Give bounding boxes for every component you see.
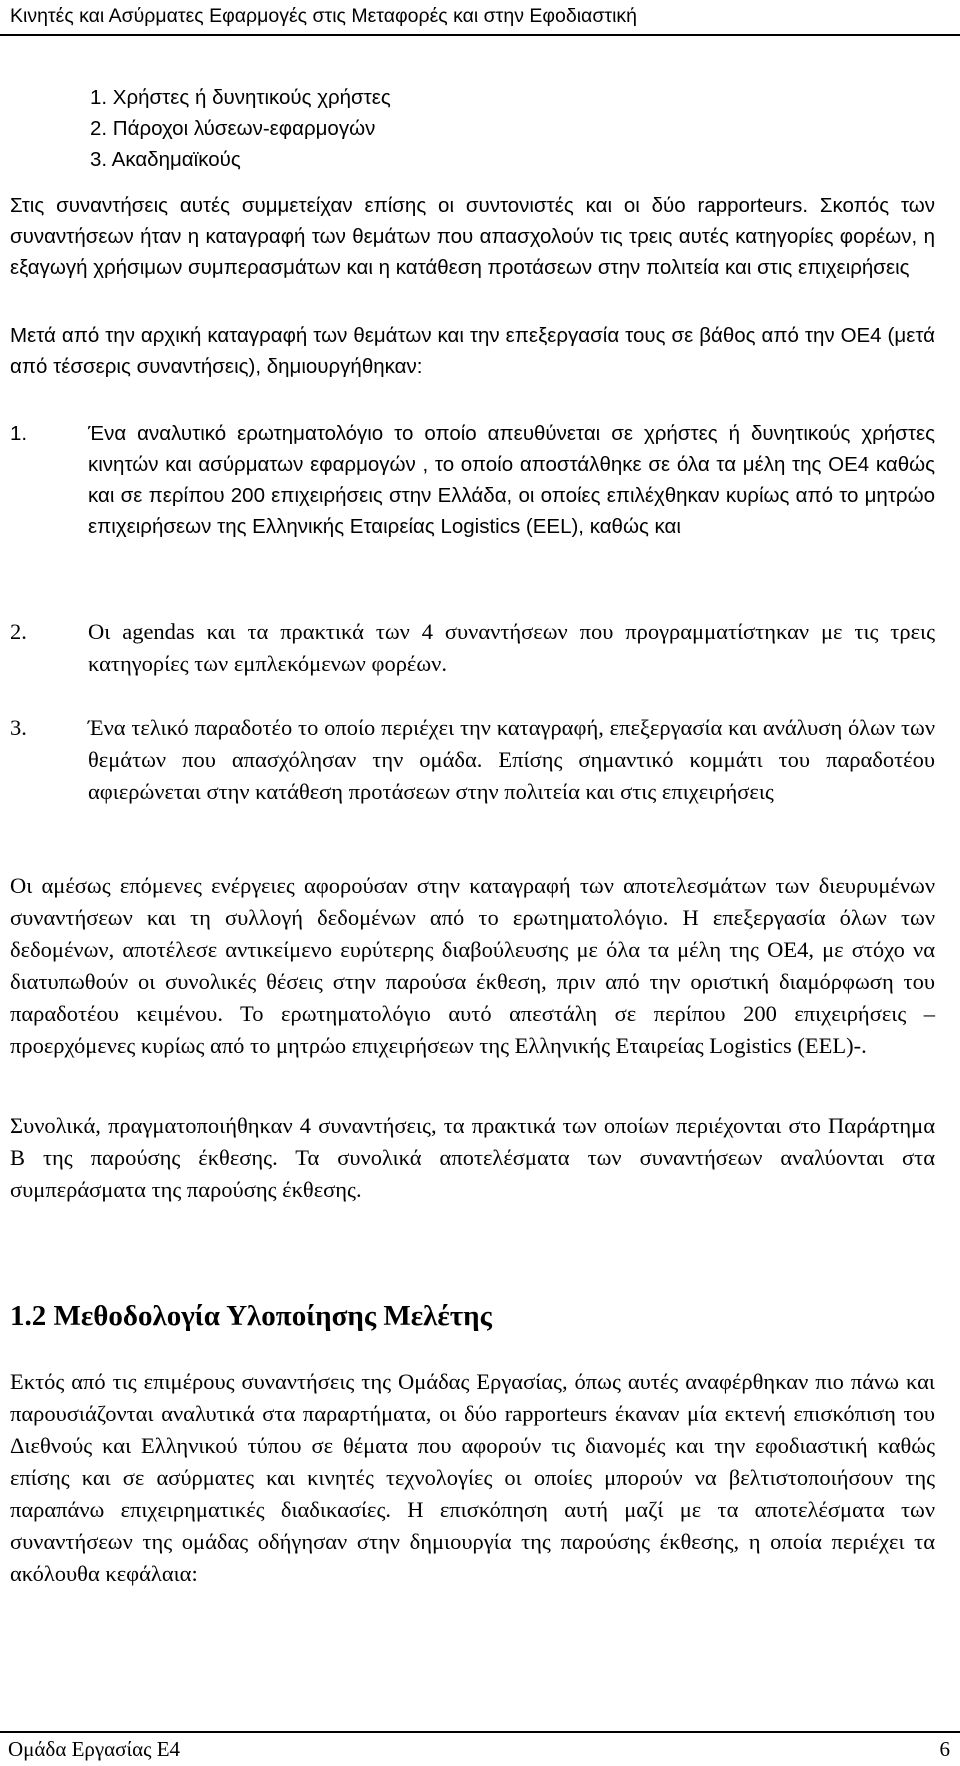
paragraph-methodology: Εκτός από τις επιμέρους συναντήσεις της Ομάδας Εργασίας, όπως αυτές αναφέρθηκαν πιο πάνω και παρουσιάζονται αναλυτικά στα παραρτήματα, οι δύο rapporteurs έκαναν μία εκτενή επισκόπιση του Διεθνούς και Ελληνικού τύπου σε θέματα που αφορούν τις διανομές και την εφοδιαστική καθώς επίσης και σε ασύρματες και κινητές τεχνολογίες οι οποίες μπορούν να βελτιστοποιήσουν της παραπάνω επιχειρηματικές διαδικασίες. Η επισκόπηση αυτή μαζί με τα αποτελέσματα των συναντήσεων της ομάδας οδήγησαν στην δημιουργία της παρούσης έκθεσης, η οποία περιέχει τα ακόλουθα κεφάλαια: [10,1369,935,1586]
participant-categories-list [90,82,391,175]
paragraph-meetings-purpose: Στις συναντήσεις αυτές συμμετείχαν επίσης οι συντονιστές και οι δύο rapporteurs. Σκοπός των συναντήσεων ήταν η καταγραφή των θεμάτων που απασχολούν τις τρεις αυτές κατηγορίες φορέων, η εξαγωγή χρήσιμων συμπερασμάτων και η κατάθεση προτάσεων στην πολιτεία και στις επιχειρήσεις [10,194,935,279]
list-item: 2. Πάροχοι λύσεων-εφαρμογών [90,117,376,140]
output-item-2 [10,616,935,680]
running-header: Κινητές και Ασύρματες Εφαρμογές στις Μεταφορές και στην Εφοδιαστική [10,5,637,27]
item-text: Ένα τελικό παραδοτέο το οποίο περιέχει την καταγραφή, επεξεργασία και ανάλυση όλων των θεμάτων που απασχόλησαν την ομάδα. Επίσης σημαντικό κομμάτι του παραδοτέου αφιερώνεται στην κατάθεση προτάσεων στην πολιτεία και στις επιχειρήσεις [88,715,935,804]
output-item-1 [10,418,935,542]
item-text: Ένα αναλυτικό ερωτηματολόγιο το οποίο απευθύνεται σε χρήστες ή δυνητικούς χρήστες κινητών και ασύρματων εφαρμογών , το οποίο αποστάλθηκε σε όλα τα μέλη της ΟΕ4 καθώς και σε περίπου 200 επιχειρήσεις στην Ελλάδα, οι οποίες επιλέχθηκαν κυρίως από το μητρώο επιχειρήσεων της Ελληνικής Εταιρείας Logistics (EEL), καθώς και [88,422,935,538]
item-number: 3. [10,715,27,740]
list-item: 3. Ακαδημαϊκούς [90,148,241,171]
paragraph-next-actions: Οι αμέσως επόμενες ενέργειες αφορούσαν στην καταγραφή των αποτελεσμάτων των διευρυμένων συναντήσεων και τη συλλογή δεδομένων από το ερωτηματολόγιο. Η επεξεργασία όλων των δεδομένων, αποτέλεσε αντικείμενο ευρύτερης διαβούλευσης με όλα τα μέλη της ΟΕ4, με στόχο να διατυπωθούν οι συνολικές θέσεις στην παρούσα έκθεση, πριν από την οριστική διαμόρφωση του παραδοτέου κειμένου. Το ερωτηματολόγιο αυτό απεστάλη σε περίπου 200 επιχειρήσεις – προερχόμενες κυρίως από το μητρώο επιχειρήσεων της Ελληνικής Εταιρείας Logistics (EEL)-. [10,873,935,1058]
paragraph-outputs-intro: Μετά από την αρχική καταγραφή των θεμάτων και την επεξεργασία τους σε βάθος από την ΟΕ4 (μετά από τέσσερις συναντήσεις), δημιουργήθηκαν: [10,324,935,378]
section-heading: 1.2 Μεθοδολογία Υλοποίησης Μελέτης [10,1300,492,1332]
footer-rule [0,1731,960,1733]
page-footer [0,1736,950,1764]
item-number: 2. [10,619,27,644]
page-number: 6 [939,1737,950,1761]
output-item-3 [10,712,935,808]
list-item: 1. Χρήστες ή δυνητικούς χρήστες [90,86,391,109]
item-text: Οι agendas και τα πρακτικά των 4 συναντήσεων που προγραμματίστηκαν με τις τρεις κατηγορίες των εμπλεκόμενων φορέων. [88,619,935,676]
paragraph-summary: Συνολικά, πραγματοποιήθηκαν 4 συναντήσεις, τα πρακτικά των οποίων περιέχονται στο Παράρτημα Β της παρούσης έκθεσης. Τα συνολικά αποτελέσματα των συναντήσεων αναλύονται στα συμπεράσματα της παρούσης έκθεσης. [10,1113,935,1202]
item-number: 1. [10,422,28,445]
header-rule [0,34,960,36]
footer-group-name: Ομάδα Εργασίας Ε4 [8,1737,181,1761]
